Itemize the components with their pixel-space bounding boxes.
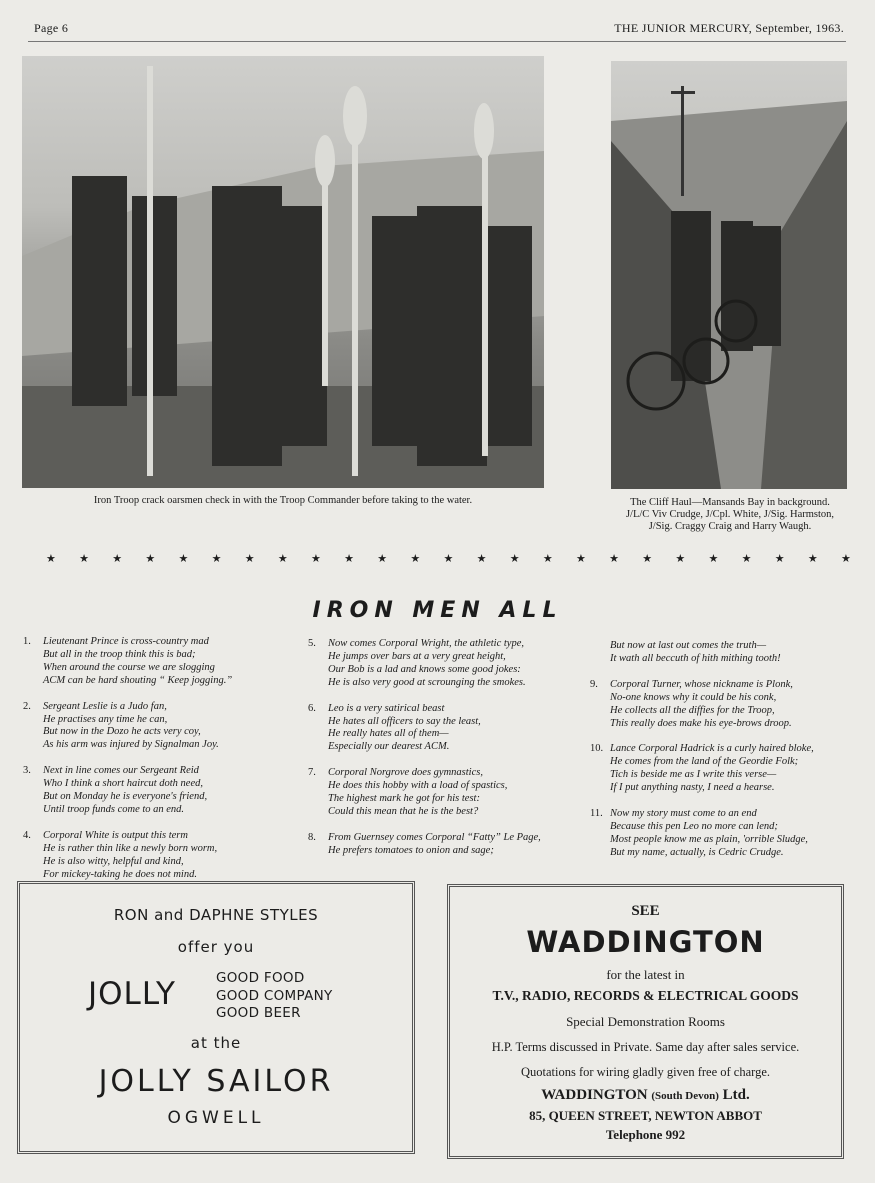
masthead: THE JUNIOR MERCURY, September, 1963. (614, 21, 844, 35)
verse-line: Tich is beside me as I write this verse— (610, 769, 777, 781)
ad-offer-item: GOOD FOOD (216, 970, 305, 986)
waddington-ad (447, 884, 844, 1159)
verse-line: He really hates all of them— (328, 728, 449, 740)
verse-line: The highest mark he got for his test: (328, 793, 480, 805)
star-glyph: ★ (311, 553, 321, 565)
verse-line: No-one knows why it could be his conk, (610, 691, 777, 703)
verse-line: Especially our dearest ACM. (328, 741, 450, 753)
ad-offer-list (216, 970, 333, 1023)
star-glyph: ★ (211, 553, 222, 565)
cliff-haul-photo (611, 61, 847, 489)
poem-column-1 (23, 636, 293, 895)
caption-line: J/Sig. Craggy Craig and Harry Waugh. (648, 521, 812, 532)
caption-line: The Cliff Haul—Mansands Bay in background. (630, 497, 830, 508)
ad-address: 85, QUEEN STREET, NEWTON ABBOT (529, 1108, 762, 1123)
verse-line: Corporal Norgrove does gymnastics, (328, 767, 483, 779)
verse-line: Leo is a very satirical beast (328, 702, 445, 714)
verse-number: 5. (308, 638, 316, 649)
ad-company-sub: (South Devon) (651, 1090, 719, 1102)
star-glyph: ★ (244, 553, 255, 565)
verse-line: But now at last out comes the truth— (610, 640, 767, 651)
ad-pub-name: JOLLY SAILOR (98, 1064, 334, 1099)
verse-line: But all in the troop think this is bad; (43, 648, 196, 660)
verse-number: 9. (590, 678, 598, 690)
verse-line: He does this hobby with a load of spastics, (328, 780, 508, 792)
oarsmen-photo (22, 56, 544, 488)
poem-verse (23, 701, 293, 753)
header-rule (28, 41, 846, 42)
caption-line: J/L/C Viv Crudge, J/Cpl. White, J/Sig. Harmston, (625, 509, 835, 520)
ad-company-ltd: Ltd. (722, 1087, 750, 1103)
poem-verse (590, 679, 852, 731)
star-glyph: ★ (476, 553, 487, 565)
star-glyph: ★ (112, 553, 123, 565)
verse-line: As his arm was injured by Signalman Joy. (43, 739, 219, 751)
poem-column-3 (590, 640, 852, 873)
poem-column-2 (308, 638, 578, 871)
star-glyph: ★ (443, 553, 454, 565)
verse-number: 11. (590, 808, 603, 820)
verse-number: 7. (308, 767, 316, 779)
ad-offer-item: GOOD BEER (216, 1005, 301, 1021)
star-glyph: ★ (145, 553, 156, 565)
verse-line: But my name, actually, is Cedric Crudge. (610, 846, 784, 858)
star-glyph: ★ (741, 553, 752, 565)
star-glyph: ★ (542, 553, 553, 565)
ad-goods: T.V., RADIO, RECORDS & ELECTRICAL GOODS (492, 988, 799, 1003)
verse-line: Corporal White is output this term (43, 829, 188, 841)
verse-line: Until troop funds come to an end. (43, 803, 185, 815)
verse-line: Because this pen Leo no more can lend; (610, 820, 778, 832)
ad-phone: Telephone 992 (605, 1127, 686, 1142)
verse-line: Now my story must come to an end (610, 808, 757, 820)
verse-number: 10. (590, 743, 604, 755)
ad-jolly: JOLLY (88, 976, 176, 1012)
verse-line: He comes from the land of the Geordie Folk; (610, 756, 799, 768)
star-divider (46, 552, 851, 565)
star-glyph: ★ (642, 553, 653, 565)
star-glyph: ★ (841, 553, 851, 565)
poem-title: IRON MEN ALL (312, 598, 563, 623)
verse-line: He jumps over bars at a very great height, (328, 650, 506, 662)
verse-line: Our Bob is a lad and knows some good jokes: (328, 663, 521, 675)
star-glyph: ★ (807, 553, 818, 565)
ad-terms: H.P. Terms discussed in Private. Same day after sales service. (491, 1040, 800, 1054)
ad-latest: for the latest in (606, 967, 685, 982)
star-glyph: ★ (675, 553, 686, 565)
verse-number: 8. (308, 831, 316, 843)
verse-line: When around the course we are slogging (43, 661, 215, 673)
verse-line: Lance Corporal Hadrick is a curly haired bloke, (610, 743, 814, 755)
verse-line: Could this mean that he is the best? (328, 805, 479, 817)
poem-verse (308, 638, 578, 690)
ad-place: OGWELL (167, 1108, 265, 1128)
verse-number: 6. (308, 702, 316, 714)
poem-verse (590, 640, 852, 666)
photo-caption-right (605, 497, 855, 533)
jolly-sailor-ad (17, 881, 415, 1154)
verse-number: 1. (23, 636, 31, 647)
star-glyph: ★ (576, 553, 586, 565)
poem-verse (590, 808, 852, 860)
poem-verse (23, 636, 293, 688)
page-number: Page 6 (34, 21, 69, 35)
poem-verse (590, 743, 852, 795)
verse-line: He is rather thin like a newly born worm, (43, 842, 218, 854)
ad-company (450, 1087, 841, 1104)
verse-line: This really does make his eye-brows droop. (610, 717, 792, 729)
verse-line: Corporal Turner, whose nickname is Plonk, (610, 678, 793, 690)
verse-line: It wath all beccuth of hith mithing tooth! (610, 652, 781, 664)
verse-line: But now in the Dozo he acts very coy, (43, 726, 201, 738)
poem-verse (308, 767, 578, 819)
poem-verse (23, 830, 293, 882)
ad-demo: Special Demonstration Rooms (566, 1014, 725, 1029)
ad-see: SEE (631, 903, 660, 919)
star-glyph: ★ (79, 553, 89, 565)
verse-line: He practises any time he can, (43, 713, 168, 725)
verse-number: 4. (23, 829, 31, 841)
star-glyph: ★ (509, 553, 520, 565)
verse-line: But on Monday he is everyone's friend, (43, 791, 208, 803)
verse-line: For mickey-taking he does not mind. (43, 868, 197, 880)
verse-line: He collects all the diffies for the Troop, (610, 704, 775, 716)
star-glyph: ★ (774, 553, 785, 565)
ad-at-the: at the (190, 1034, 242, 1052)
poem-verse (308, 832, 578, 858)
ad-company-name: WADDINGTON (541, 1087, 648, 1103)
star-glyph: ★ (46, 553, 56, 565)
verse-line: Most people know me as plain, 'orrible Sludge, (610, 833, 808, 845)
poem-verse (23, 765, 293, 817)
ad-waddington-title: WADDINGTON (526, 925, 765, 959)
verse-line: From Guernsey comes Corporal “Fatty” Le Page, (328, 831, 541, 843)
star-glyph: ★ (277, 553, 288, 565)
verse-number: 2. (23, 700, 31, 712)
verse-line: Lieutenant Prince is cross-country mad (43, 636, 209, 647)
ad-offer-item: GOOD COMPANY (216, 987, 333, 1004)
star-glyph: ★ (377, 553, 388, 565)
verse-line: Sergeant Leslie is a Judo fan, (43, 700, 167, 712)
verse-line: ACM can be hard shouting “ Keep jogging.” (43, 674, 233, 686)
verse-line: He is also very good at scrounging the smokes. (328, 676, 526, 688)
verse-line: Next in line comes our Sergeant Reid (43, 765, 199, 777)
verse-line: Who I think a short haircut doth need, (43, 778, 204, 790)
verse-line: He hates all officers to say the least, (328, 715, 481, 727)
ad-owners: RON and DAPHNE STYLES (113, 906, 319, 924)
star-glyph: ★ (344, 553, 354, 565)
verse-number: 3. (23, 765, 31, 777)
verse-line: Now comes Corporal Wright, the athletic type, (328, 638, 524, 649)
photo-caption-left: Iron Troop crack oarsmen check in with the Troop Commander before taking to the water. (93, 495, 473, 506)
star-glyph: ★ (609, 553, 619, 565)
star-glyph: ★ (178, 553, 189, 565)
star-glyph: ★ (410, 553, 421, 565)
poem-verse (308, 703, 578, 755)
ad-quotes: Quotations for wiring gladly given free of charge. (521, 1065, 770, 1079)
ad-offer: offer you (177, 938, 255, 956)
verse-line: If I put anything nasty, I need a hearse. (610, 782, 775, 794)
star-glyph: ★ (708, 553, 719, 565)
verse-line: He is also witty, helpful and kind, (43, 855, 184, 867)
verse-line: He prefers tomatoes to onion and sage; (328, 844, 494, 856)
